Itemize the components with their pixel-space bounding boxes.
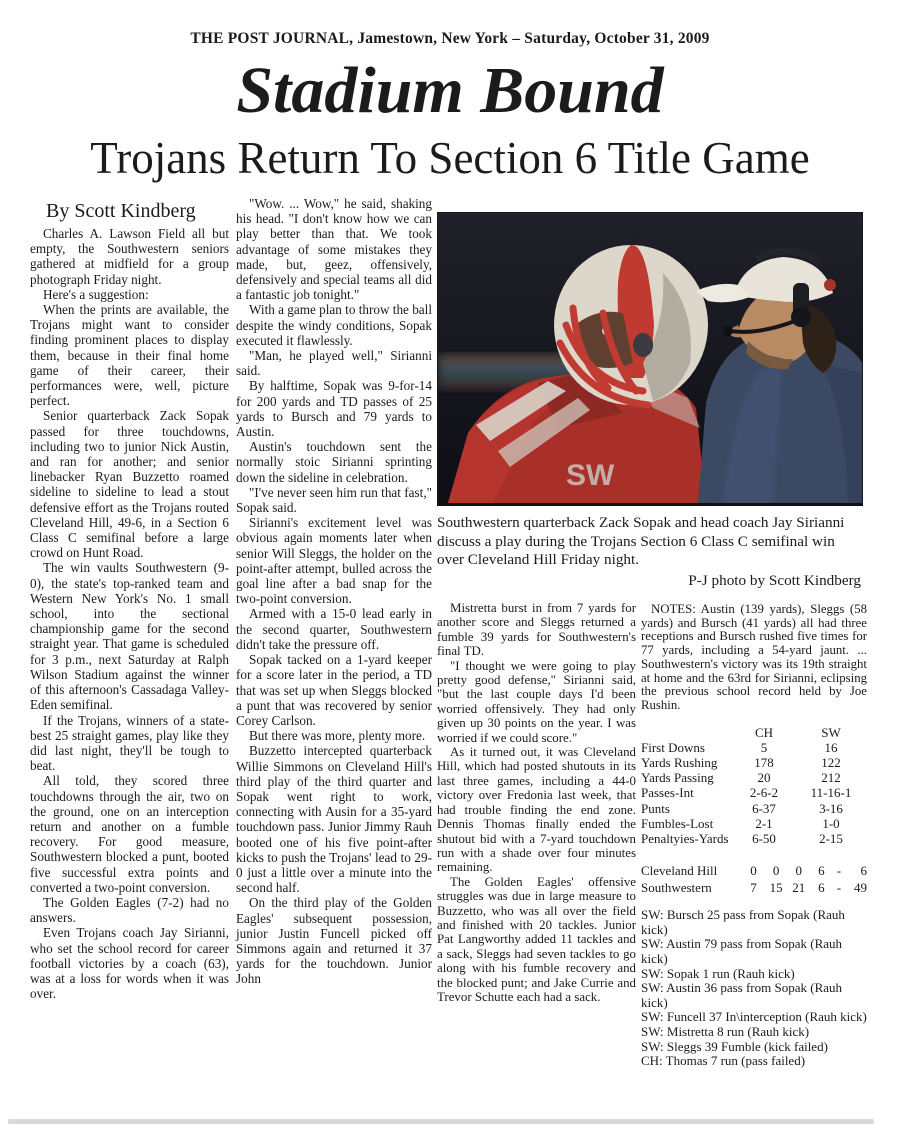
stats-col-label [641, 725, 733, 740]
paragraph: The Golden Eagles (7-2) had no answers. [30, 894, 229, 926]
paragraph: Senior quarterback Zack Sopak passed for three touchdowns, including two to junior Nick Austin, and ran for another; and senior linebacker Ryan Buzzetto roamed sideline to sideline to lead a stout defensive effort as the Trojans routed Cleveland Hill, 49-6, in a Section 6 Class C semifinal before a large crowd on Hunt Road. [30, 408, 229, 561]
article-column-1 [30, 226, 229, 1001]
paragraph: Armed with a 15-0 lead early in the second quarter, Southwestern didn't take the pressure off. [236, 606, 432, 652]
linescore [641, 862, 867, 896]
paragraph: "Wow. ... Wow," he said, shaking his head. "I don't know how we can play better than that. We took advantage of some mistakes they made, but, geez, offensively, defensively and special teams all did a fantastic job tonight." [236, 196, 432, 303]
table-row: Fumbles-Lost 2-1 1-0 [641, 815, 840, 831]
photo-credit: P-J photo by Scott Kindberg [688, 572, 861, 589]
scoring-line: SW: Bursch 25 pass from Sopak (Rauh kick) [641, 907, 845, 937]
scoring-line: SW: Austin 79 pass from Sopak (Rauh kick) [641, 936, 843, 967]
linescore-row: Cleveland Hill 0 0 0 6 - 6 [641, 863, 867, 879]
paragraph: Here's a suggestion: [43, 286, 149, 302]
table-header-row [641, 725, 867, 740]
paragraph: On the third play of the Golden Eagles' subsequent possession, junior Justin Funcell picked off Simmons again and returned it 37 yards for the touchdown. Junior John [236, 895, 432, 987]
byline: By Scott Kindberg [46, 200, 196, 222]
paragraph: "I thought we were going to play pretty good defense," Sirianni said, "but the last couple days I'd been worried offensively. They had only given up 30 points on the year. I was worried if we could score." [437, 658, 636, 745]
news-photo [437, 212, 863, 506]
scan-edge-artifact [8, 1119, 874, 1124]
paragraph: "Man, he played well," Sirianni said. [236, 348, 432, 379]
scoring-line: SW: Sleggs 39 Fumble (kick failed) [641, 1038, 828, 1054]
notes-paragraph: NOTES: Austin (139 yards), Sleggs (58 yards) and Bursch (41 yards) all had three receptions and Bursch rushed five times for 77 yards, including a 54-yard jaunt. ... Southwestern's victory was its 19th straight at home and the 63rd for Sirianni, eclipsing the previous school record held by Joe Rushin. [641, 602, 867, 712]
stats-col-ch: CH [754, 724, 774, 740]
paragraph: Austin's touchdown sent the normally stoic Sirianni sprinting down the sideline in celebration. [236, 439, 432, 485]
table-row: Yards Passing 20 212 [641, 770, 841, 786]
paragraph: With a game plan to throw the ball despite the windy conditions, Sopak executed it flawlessly. [236, 302, 432, 348]
scoring-line: SW: Mistretta 8 run (Rauh kick) [641, 1024, 810, 1039]
paragraph: Sopak tacked on a 1-yard keeper for a score later in the period, a TD that was set up when Sleggs blocked a punt that was recovered by senior Corey Carlson. [236, 652, 432, 728]
table-row: Passes-Int 2-6-2 11-16-1 [641, 785, 852, 801]
paragraph: Sirianni's excitement level was obvious again moments later when senior Will Sleggs, the holder on the point-after attempt, bulled across the goal line after a bad snap for the two-point conversion. [236, 515, 432, 607]
masthead: THE POST JOURNAL, Jamestown, New York – Saturday, October 31, 2009 [190, 30, 710, 47]
paragraph: As it turned out, it was Cleveland Hill, which had posted shutouts in its last three games, including a 44-0 victory over Fredonia last week, that had trouble finding the end zone. Dennis Thomas finally ended the shutout bid with a 7-yard touchdown run with a shade over four minutes remaining. [437, 745, 636, 875]
notes-section [641, 603, 867, 713]
paragraph: But there was more, plenty more. [249, 728, 426, 744]
table-row: Penaltyies-Yards 6-50 2-15 [641, 831, 843, 847]
table-row: First Downs 5 16 [641, 739, 838, 755]
headline: Stadium Bound [236, 54, 664, 127]
paragraph: Buzzetto intercepted quarterback Willie Simmons on Cleveland Hill's third play of the third quarter and Sopak went right to work, connecting with Ausin for a 35-yard touchdown pass. Junior Jimmy Rauh booted one of his five point-after kicks to push the Trojans' lead to 29-0 just a little over a minute into the second half. [236, 743, 432, 896]
paragraph: "I've never seen him run that fast," Sopak said. [236, 484, 432, 516]
photo-illustration [438, 213, 862, 503]
paragraph: Mistretta burst in from 7 yards for another score and Sleggs returned a fumble 39 yards for Southwestern's final TD. [437, 601, 636, 659]
jersey-text: SW [566, 459, 615, 492]
paragraph: Even Trojans coach Jay Sirianni, who set the school record for career football victories by a coach (63), was at a loss for words when it was over. [30, 925, 229, 1002]
stats-col-sw: SW [821, 724, 841, 740]
team-total: 6 [860, 863, 867, 879]
team-name: Southwestern [641, 880, 712, 896]
scoring-line: CH: Thomas 7 run (pass failed) [641, 1053, 806, 1069]
paragraph: Charles A. Lawson Field all but empty, the Southwestern seniors gathered at midfield for a group photograph Friday night. [30, 226, 229, 287]
photo-caption: Southwestern quarterback Zack Sopak and head coach Jay Sirianni discuss a play during the Trojans Section 6 Class C semifinal win over Cleveland Hill Friday night. [437, 514, 845, 568]
scoring-summary [641, 908, 867, 1069]
paragraph: When the prints are available, the Trojans might want to consider finding prominent places to display them, because in their final home game of their career, their performances were, well, picture perfect. [30, 302, 229, 409]
subheadline: Trojans Return To Section 6 Title Game [90, 133, 810, 183]
paragraph: The Golden Eagles' offensive struggles was due in large measure to Buzzetto, who was all over the field and finished with 20 tackles. Junior Pat Langworthy added 11 tackles and a sack, Sleggs had seven tackles to go along with his fumble recovery and the blocked punt; and Jake Currie and Trevor Schutte each had a sack. [437, 874, 636, 1004]
team-total: 49 [853, 880, 867, 896]
scoring-line: SW: Funcell 37 In\interception (Rauh kick) [641, 1009, 867, 1025]
linescore-row: Southwestern 7 15 21 6 - 49 [641, 880, 867, 896]
paragraph: All told, they scored three touchdowns through the air, two on the ground, one on an interception return and another on a fumble recovery. For good measure, Southwestern blocked a punt, booted five successful extra points and converted a two-point conversion. [30, 773, 229, 895]
article-column-3 [437, 601, 636, 1004]
article-column-4 [641, 603, 867, 1069]
scoring-line: SW: Austin 36 pass from Sopak (Rauh kick) [641, 980, 843, 1010]
article-column-2 [236, 196, 432, 987]
team-name: Cleveland Hill [641, 863, 718, 879]
team-stats-table [641, 725, 867, 847]
table-row: Punts 6-37 3-16 [641, 800, 843, 816]
paragraph: By halftime, Sopak was 9-for-14 for 200 yards and TD passes of 25 yards to Bursch and 79 yards to Austin. [236, 378, 432, 440]
paragraph: If the Trojans, winners of a state-best 25 straight games, play like they did last night, they'll be tough to beat. [30, 712, 229, 774]
table-row: Yards Rushing 178 122 [641, 755, 841, 771]
paragraph: The win vaults Southwestern (9-0), the state's top-ranked team and Western New York's No. 1 small school, into the sectional championship game for the second straight year. That game is scheduled for 3 p.m., next Saturday at Ralph Wilson Stadium against the winner of this afternoon's Cassadaga Valley-Eden semifinal. [30, 560, 229, 713]
scoring-line: SW: Sopak 1 run (Rauh kick) [641, 965, 795, 981]
